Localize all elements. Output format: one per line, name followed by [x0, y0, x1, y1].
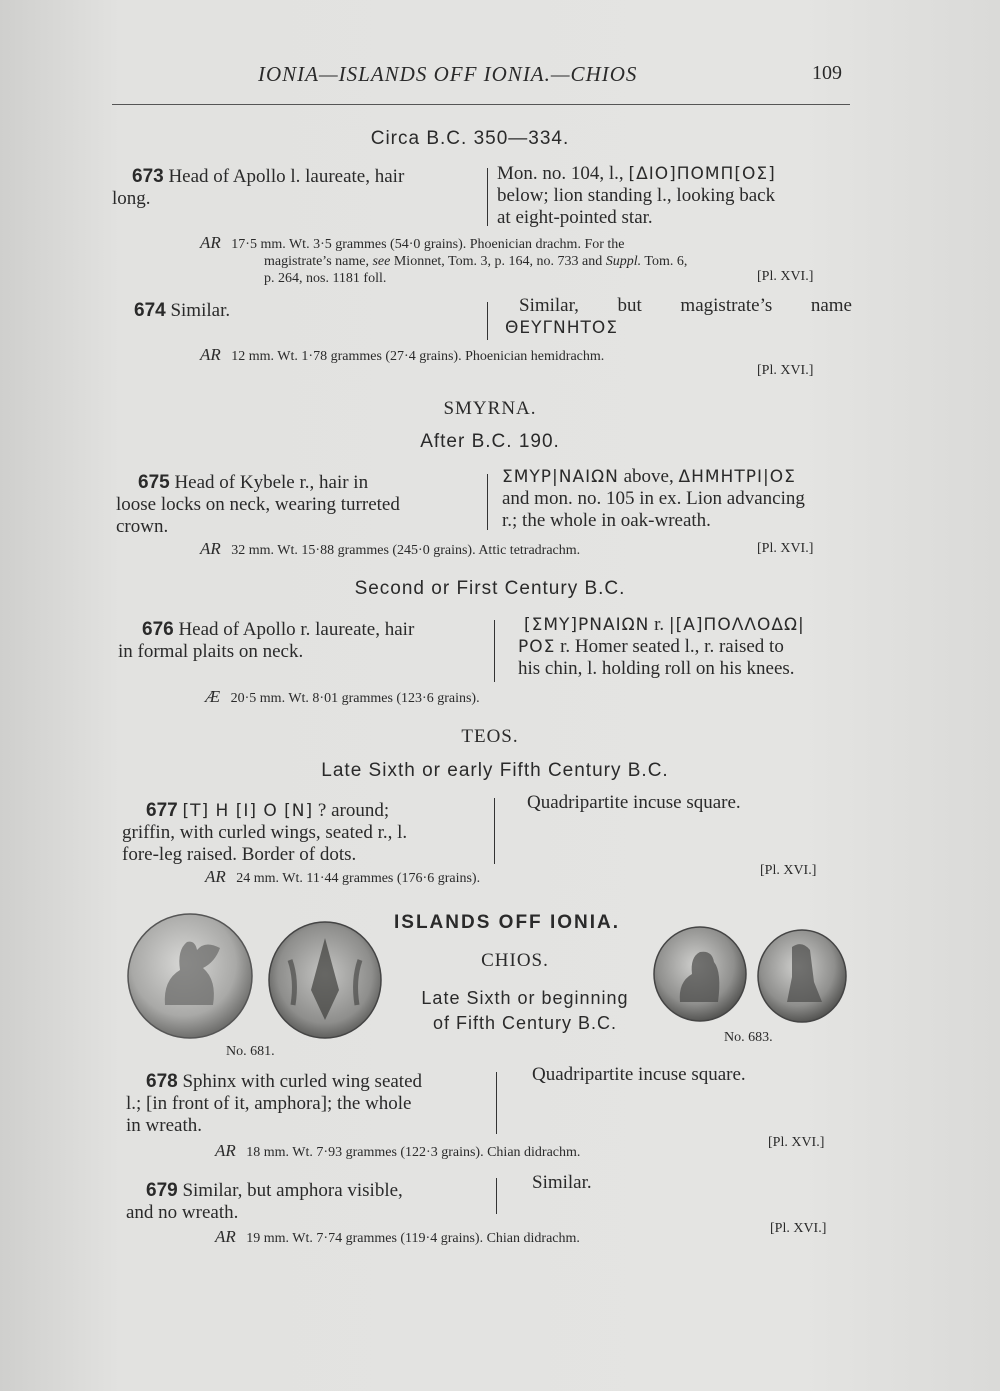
entry-676-rev-legend2: |[Α]ΠΟΛΛΟΔΩ| — [668, 615, 805, 635]
entry-676-rev-legend: [ΣΜΥ]ΡΝΑΙΩΝ — [524, 615, 650, 635]
entry-673-meta-line2a: magistrate’s name, — [264, 254, 369, 269]
entry-676-meta-line1: 20·5 mm. Wt. 8·01 grammes (123·6 grains). — [230, 691, 480, 706]
entry-674-metadata — [200, 346, 852, 365]
entry-678-obv-line3: in wreath. — [126, 1115, 202, 1136]
entry-673-rev-line2: below; lion standing l., looking back — [497, 185, 776, 206]
entry-679-reverse: Similar. — [532, 1172, 592, 1193]
entry-679-meta-line1: 19 mm. Wt. 7·74 grammes (119·4 grains). Chian didrachm. — [246, 1231, 580, 1246]
column-divider — [487, 168, 488, 226]
metal-symbol: Æ — [205, 687, 221, 706]
entry-674-number: 674 — [134, 300, 166, 321]
entry-675-rev-legend2: ΔΗΜΗΤΡΙ|ΟΣ — [678, 467, 796, 487]
entry-678-metadata — [215, 1142, 775, 1161]
plate-subtitle-line1: Late Sixth or beginning — [421, 988, 629, 1008]
entry-675-obv-line1: Head of Kybele r., hair in — [174, 472, 369, 493]
entry-676-rev-line1: r. — [654, 614, 665, 635]
entry-673-meta-line2b: see — [372, 254, 391, 269]
entry-677-plate-ref: [Pl. XVI.] — [760, 863, 817, 878]
city-heading-smyrna: SMYRNA. — [443, 398, 537, 419]
entry-679-obv-line2: and no wreath. — [126, 1202, 239, 1223]
entry-673-rev-legend: [ΔΙΟ]ΠΟΜΠ[ΟΣ] — [628, 164, 776, 184]
coin-683-caption: No. 683. — [724, 1030, 773, 1045]
entry-677-number: 677 — [146, 800, 178, 821]
metal-symbol: AR — [215, 1141, 236, 1160]
entry-679-obverse — [126, 1180, 492, 1224]
section-heading-second-first: Second or First Century B.C. — [354, 578, 626, 599]
entry-678-obv-line2: l.; [in front of it, amphora]; the whole — [126, 1093, 412, 1114]
coin-681-caption: No. 681. — [226, 1044, 275, 1059]
coin-683-obverse — [654, 927, 746, 1021]
entry-675-reverse — [502, 466, 854, 532]
plate-subtitle — [390, 986, 660, 1036]
entry-676-rev-line2: r. Homer seated l., r. raised to — [560, 636, 784, 657]
entry-675-rev-line3: r.; the whole in oak-wreath. — [502, 510, 711, 531]
entry-679-number: 679 — [146, 1180, 178, 1201]
entry-673-rev-line1: Mon. no. 104, l., — [497, 163, 624, 184]
entry-676-obv-line2: in formal plaits on neck. — [118, 641, 304, 662]
running-head: IONIA—ISLANDS OFF IONIA.—CHIOS — [258, 62, 638, 86]
entry-674-meta-line1: 12 mm. Wt. 1·78 grammes (27·4 grains). Phoenician hemidrachm. — [231, 349, 605, 364]
plate-title: ISLANDS OFF IONIA. — [394, 912, 620, 933]
metal-symbol: AR — [200, 539, 221, 558]
coin-681-reverse — [269, 922, 381, 1038]
entry-677-obv-line2: griffin, with curled wings, seated r., l. — [122, 822, 408, 843]
entry-673-rev-line3: at eight-pointed star. — [497, 207, 653, 228]
header-rule — [112, 104, 850, 105]
entry-678-reverse: Quadripartite incuse square. — [532, 1064, 746, 1085]
entry-678-obv-line1: Sphinx with curled wing seated — [182, 1071, 423, 1092]
city-heading-teos: TEOS. — [461, 726, 519, 747]
entry-673-plate-ref: [Pl. XVI.] — [757, 269, 814, 284]
entry-673-meta-line2e: Tom. 6, — [644, 254, 688, 269]
entry-675-rev-line2: and mon. no. 105 in ex. Lion advancing — [502, 488, 805, 509]
entry-673-number: 673 — [132, 166, 164, 187]
entry-676-obverse — [118, 619, 486, 663]
entry-677-metadata — [205, 868, 805, 887]
plate-city: CHIOS. — [481, 950, 549, 971]
metal-symbol: AR — [215, 1227, 236, 1246]
entry-673-obv-line2: long. — [112, 188, 151, 209]
entry-677-obverse — [122, 800, 492, 866]
entry-674-rev-legend: ΘΕΥΓΝΗΤΟΣ — [505, 318, 618, 338]
entry-675-obv-line2: loose locks on neck, wearing turreted — [116, 494, 400, 515]
entry-676-number: 676 — [142, 619, 174, 640]
column-divider — [494, 620, 495, 682]
entry-673-reverse — [497, 163, 852, 229]
metal-symbol: AR — [205, 867, 226, 886]
entry-677-obv-line1: ? around; — [317, 800, 390, 821]
page-number: 109 — [812, 62, 842, 84]
entry-673-obverse — [112, 166, 484, 210]
section-heading-late-sixth: Late Sixth or early Fifth Century B.C. — [321, 760, 669, 781]
entry-673-meta-line1: 17·5 mm. Wt. 3·5 grammes (54·0 grains). Phoenician drachm. For the — [231, 237, 625, 252]
column-divider — [496, 1072, 497, 1134]
entry-674-plate-ref: [Pl. XVI.] — [757, 363, 814, 378]
entry-675-plate-ref: [Pl. XVI.] — [757, 541, 814, 556]
entry-676-metadata — [205, 688, 825, 707]
entry-673-meta-line2c: Mionnet, Tom. 3, p. 164, no. 733 and — [393, 254, 603, 269]
column-divider — [496, 1178, 497, 1214]
entry-673-obv-line1: Head of Apollo l. laureate, hair — [168, 166, 405, 187]
entry-673-meta-line2d: Suppl. — [605, 254, 642, 269]
entry-675-metadata — [200, 540, 852, 559]
entry-676-reverse — [504, 614, 856, 680]
entry-675-obverse — [116, 472, 478, 538]
entry-677-meta-line1: 24 mm. Wt. 11·44 grammes (176·6 grains). — [236, 871, 481, 886]
entry-677-obv-legend: [Τ] Η [Ι] Ο [Ν] — [182, 801, 314, 821]
entry-678-obverse — [126, 1071, 492, 1137]
entry-679-plate-ref: [Pl. XVI.] — [770, 1221, 827, 1236]
entry-678-meta-line1: 18 mm. Wt. 7·93 grammes (122·3 grains). Chian didrachm. — [246, 1145, 581, 1160]
entry-676-obv-line1: Head of Apollo r. laureate, hair — [178, 619, 415, 640]
coin-681-images — [125, 910, 385, 1040]
entry-675-obv-line3: crown. — [116, 516, 169, 537]
entry-679-obv-line1: Similar, but amphora visible, — [182, 1180, 403, 1201]
column-divider — [487, 474, 488, 530]
entry-674-obverse — [134, 300, 474, 322]
section-heading-circa: Circa B.C. 350—334. — [370, 128, 570, 149]
entry-674-rev-line1: Similar, but magistrate’s name — [519, 295, 852, 316]
entry-673-meta-line3: p. 264, nos. 1181 foll. — [264, 271, 387, 286]
entry-678-number: 678 — [146, 1071, 178, 1092]
metal-symbol: AR — [200, 345, 221, 364]
entry-677-reverse: Quadripartite incuse square. — [527, 792, 741, 813]
entry-677-obv-line3: fore-leg raised. Border of dots. — [122, 844, 357, 865]
entry-676-rev-legend3: ΡΟΣ — [518, 637, 556, 657]
entry-676-rev-line3: his chin, l. holding roll on his knees. — [518, 658, 795, 679]
entry-678-plate-ref: [Pl. XVI.] — [768, 1135, 825, 1150]
column-divider — [494, 798, 495, 864]
entry-675-rev-legend: ΣΜΥΡ|ΝΑΙΩΝ — [502, 467, 619, 487]
section-heading-after-190: After B.C. 190. — [420, 431, 560, 452]
entry-673-metadata — [200, 234, 852, 287]
entry-679-metadata — [215, 1228, 775, 1247]
coin-683-images — [652, 922, 852, 1032]
entry-675-meta-line1: 32 mm. Wt. 15·88 grammes (245·0 grains). Attic tetradrachm. — [231, 543, 581, 558]
entry-674-obv-line1: Similar. — [170, 300, 231, 321]
entry-675-rev-line1: above, — [623, 466, 674, 487]
coin-681-obverse — [128, 914, 252, 1038]
coin-683-reverse — [758, 930, 846, 1022]
plate-subtitle-line2: of Fifth Century B.C. — [432, 1013, 618, 1033]
column-divider — [487, 302, 488, 340]
entry-674-reverse — [505, 295, 852, 339]
metal-symbol: AR — [200, 233, 221, 252]
entry-675-number: 675 — [138, 472, 170, 493]
